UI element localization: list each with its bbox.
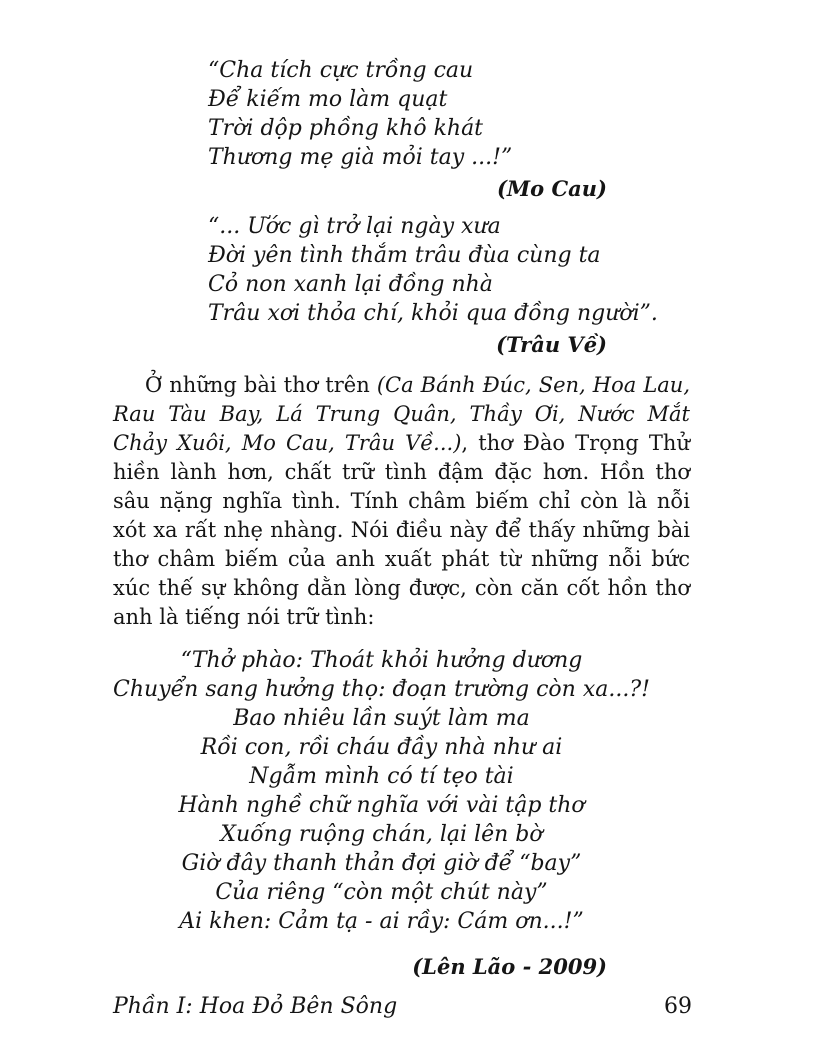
stanza-attribution-mo-cau: (Mo Cau) — [496, 176, 607, 201]
poem-line: “Thở phào: Thoát khỏi hưởng dương — [180, 648, 583, 673]
poem-line: Thương mẹ già mỏi tay ...!” — [208, 145, 513, 170]
poem-attribution-len-lao: (Lên Lão - 2009) — [412, 954, 607, 979]
poem-line: Trời dộp phồng khô khát — [208, 116, 484, 141]
poem-line: Xuống ruộng chán, lại lên bờ — [220, 822, 543, 847]
page-content — [113, 56, 690, 981]
poem-line: Ngẫm mình có tí tẹo tài — [249, 764, 514, 789]
stanza-attribution-trau-ve: (Trâu Về) — [496, 332, 607, 357]
poem-line: Ai khen: Cảm tạ - ai rầy: Cám ơn...!” — [179, 909, 584, 934]
page-footer — [113, 994, 692, 1020]
poem-line: “Cha tích cực trồng cau — [208, 58, 474, 83]
poem-len-lao — [113, 646, 690, 936]
poem-line: Của riêng “còn một chút này” — [215, 880, 548, 905]
poem-line: Cỏ non xanh lại đồng nhà — [208, 272, 493, 297]
footer-section-title: Phần I: Hoa Đỏ Bên Sông — [113, 994, 398, 1019]
page-number: 69 — [664, 994, 692, 1019]
poem-line: Trâu xơi thỏa chí, khỏi qua đồng người”. — [208, 301, 658, 326]
paragraph-intro: Ở những bài thơ trên — [145, 373, 377, 397]
poem-line: Giờ đây thanh thản đợi giờ để “bay” — [181, 851, 582, 876]
paragraph-poem-titles: (Ca Bánh Đúc, Sen, Hoa Lau, Rau Tàu Bay, Lá Trung Quân, Thầy Ơi, Nước Mắt Chảy Xuôi, Mo Cau, Trâu Về...) — [113, 373, 690, 455]
poem-line: Chuyển sang hưởng thọ: đoạn trường còn xa...?! — [113, 677, 650, 702]
poem-line: Đời yên tình thắm trâu đùa cùng ta — [208, 243, 601, 268]
poem-line: Bao nhiêu lần suýt làm ma — [233, 706, 530, 731]
commentary-paragraph — [113, 371, 690, 632]
paragraph-rest: , thơ Đào Trọng Thử hiền lành hơn, chất trữ tình đậm đặc hơn. Hồn thơ sâu nặng nghĩa tình. Tính châm biếm chỉ còn là nỗi xót xa rất nhẹ nhàng. Nói điều này để thấy những bài thơ châm biếm của anh xuất phát từ những nỗi bức xúc thế sự không dằn lòng được, còn căn cốt hồn thơ anh là tiếng nói trữ tình: — [113, 431, 690, 629]
stanza-trau-ve — [113, 212, 690, 328]
poem-line: “... Ước gì trở lại ngày xưa — [208, 214, 501, 239]
poem-line: Để kiếm mo làm quạt — [208, 87, 448, 112]
stanza-mo-cau — [113, 56, 690, 172]
poem-line: Hành nghề chữ nghĩa với vài tập thơ — [178, 793, 585, 818]
poem-line: Rồi con, rồi cháu đầy nhà như ai — [200, 735, 563, 760]
